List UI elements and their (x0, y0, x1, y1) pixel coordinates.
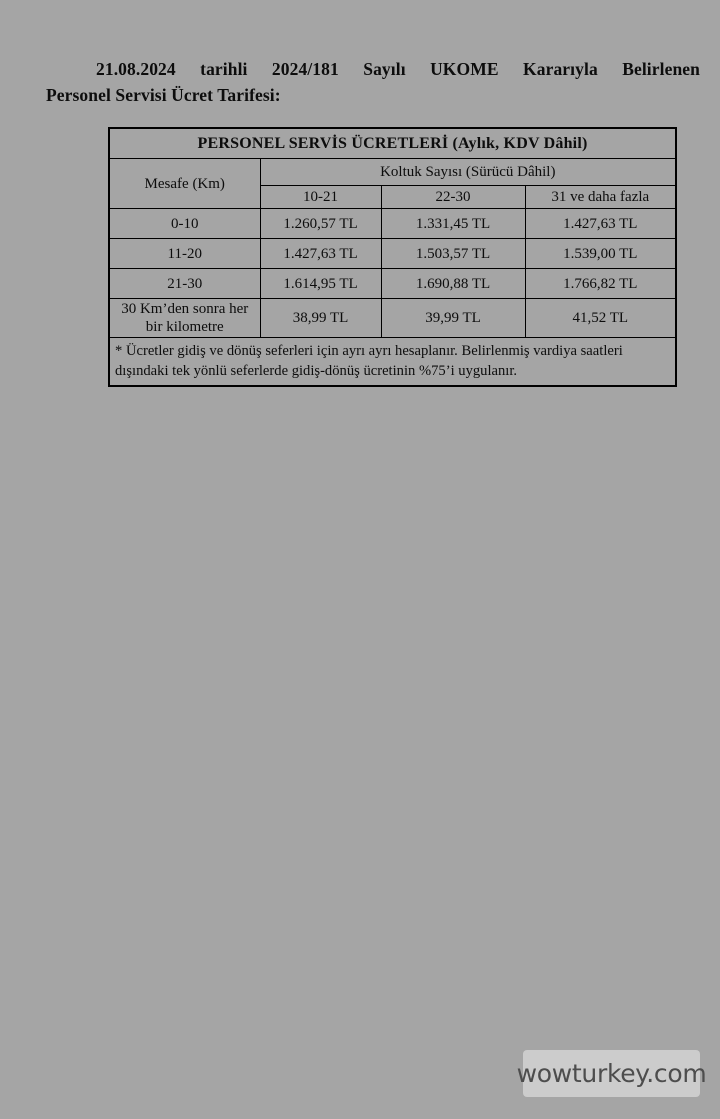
table-row-11-20 (109, 239, 676, 269)
distance-cell: 0-10 (109, 209, 260, 239)
price-cell: 38,99 TL (260, 299, 381, 338)
price-cell: 39,99 TL (381, 299, 525, 338)
table-header-row (109, 159, 676, 186)
price-cell: 1.427,63 TL (525, 209, 676, 239)
price-cell: 1.690,88 TL (381, 269, 525, 299)
column-header-seats-10-21: 10-21 (260, 186, 381, 209)
document-title (46, 56, 700, 108)
price-cell: 1.539,00 TL (525, 239, 676, 269)
column-header-seats-31-plus: 31 ve daha fazla (525, 186, 676, 209)
price-cell: 1.503,57 TL (381, 239, 525, 269)
watermark-label: wowturkey.com (516, 1059, 707, 1088)
column-header-distance: Mesafe (Km) (109, 159, 260, 209)
column-header-seats: Koltuk Sayısı (Sürücü Dâhil) (260, 159, 676, 186)
column-header-seats-22-30: 22-30 (381, 186, 525, 209)
price-cell: 1.766,82 TL (525, 269, 676, 299)
table-title-row (109, 128, 676, 159)
table-title: PERSONEL SERVİS ÜCRETLERİ (Aylık, KDV Dâhil) (109, 128, 676, 159)
table-row-over-30 (109, 299, 676, 338)
document-title-line2: Personel Servisi Ücret Tarifesi: (46, 85, 281, 105)
distance-cell: 21-30 (109, 269, 260, 299)
table-footnote: * Ücretler gidiş ve dönüş seferleri için ayrı ayrı hesaplanır. Belirlenmiş vardiya saatleri dışındaki tek yönlü seferlerde gidiş-dönüş ücretinin %75’i uygulanır. (109, 338, 676, 387)
price-cell: 1.614,95 TL (260, 269, 381, 299)
price-cell: 1.427,63 TL (260, 239, 381, 269)
distance-cell: 11-20 (109, 239, 260, 269)
table-row-21-30 (109, 269, 676, 299)
distance-cell: 30 Km’den sonra her bir kilometre (109, 299, 260, 338)
watermark-badge (516, 1050, 707, 1097)
price-cell: 41,52 TL (525, 299, 676, 338)
fees-table (108, 127, 677, 387)
document-title-line1: 21.08.2024 tarihli 2024/181 Sayılı UKOME Kararıyla Belirlenen (96, 59, 700, 79)
table-footnote-row (109, 338, 676, 387)
price-cell: 1.331,45 TL (381, 209, 525, 239)
price-cell: 1.260,57 TL (260, 209, 381, 239)
table-row-0-10 (109, 209, 676, 239)
